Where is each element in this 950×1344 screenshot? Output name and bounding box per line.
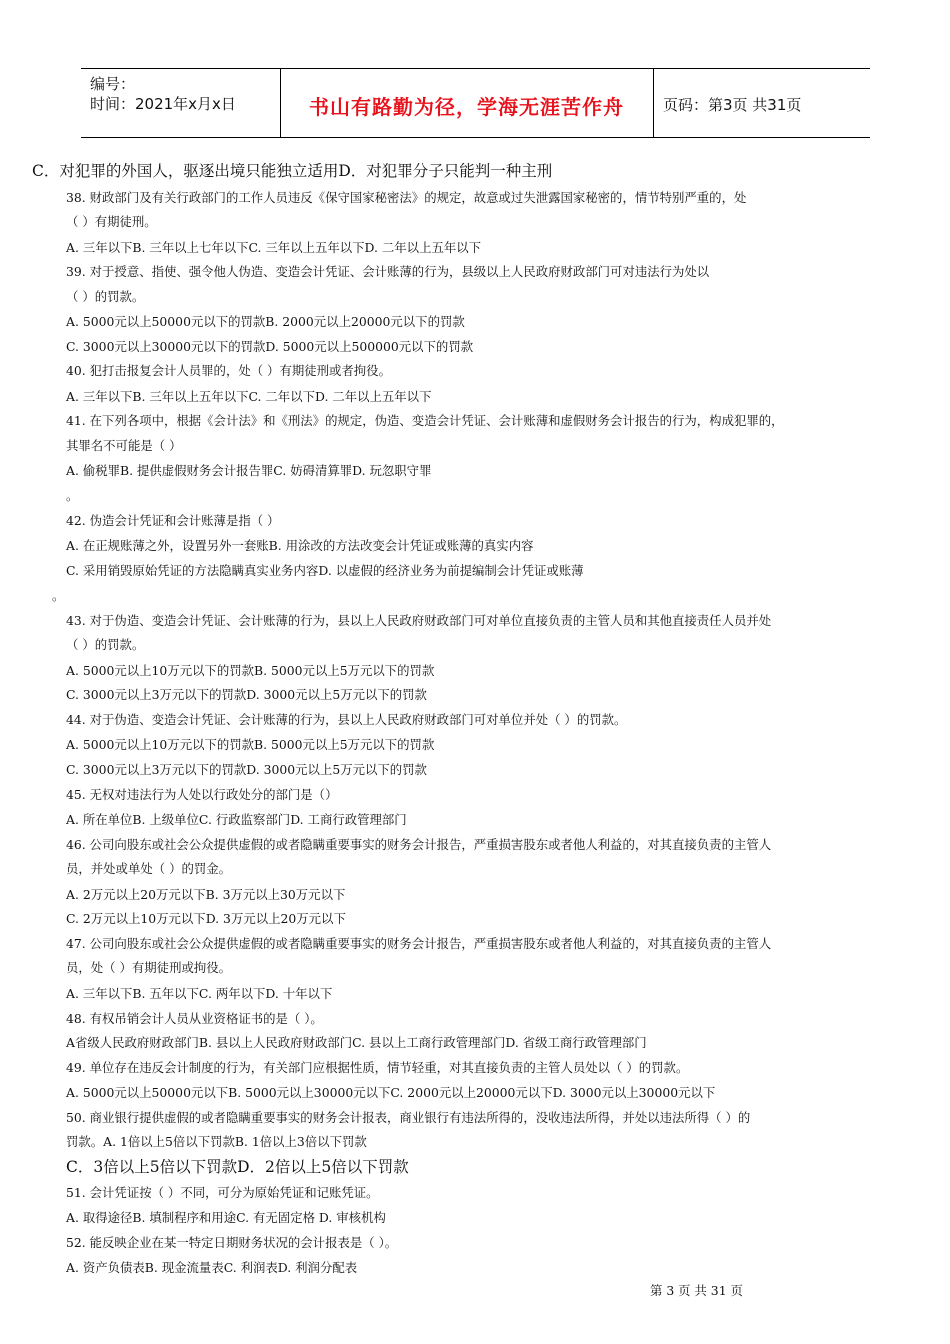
text-line: 42. 伪造会计凭证和会计账薄是指（ ）	[66, 513, 280, 528]
text-line: 。	[66, 488, 79, 503]
text-line: C．3倍以上5倍以下罚款D．2倍以上5倍以下罚款	[66, 1158, 409, 1176]
text-line: 46. 公司向股东或社会公众提供虚假的或者隐瞒重要事实的财务会计报告，严重损害股东或者他人利益的，对其直接负责的主管人	[66, 837, 772, 852]
header-center-cell	[280, 69, 654, 137]
text-line: 员，处（ ）有期徒刑或拘役。	[66, 960, 232, 975]
header-table	[81, 68, 870, 138]
text-line: （ ）的罚款。	[66, 637, 145, 652]
text-line: 45. 无权对违法行为人处以行政处分的部门是（）	[66, 787, 338, 802]
text-line: 39. 对于授意、指使、强令他人伪造、变造会计凭证、会计账薄的行为，县级以上人民政府财政部门可对违法行为处以	[66, 264, 710, 279]
text-line: C. 3000元以上3万元以下的罚款D. 3000元以上5万元以下的罚款	[66, 762, 427, 777]
text-line: 41. 在下列各项中，根据《会计法》和《刑法》的规定，伪造、变造会计凭证、会计账薄和虚假财务会计报告的行为，构成犯罪的，	[66, 413, 784, 428]
text-line: A省级人民政府财政部门B. 县以上人民政府财政部门C. 县以上工商行政管理部门D. 省级工商行政管理部门	[66, 1035, 647, 1050]
motto-text: 书山有路勤为径，学海无涯苦作舟	[309, 95, 624, 119]
text-line: C．对犯罪的外国人，驱逐出境只能独立适用D．对犯罪分子只能判一种主刑	[32, 162, 553, 180]
text-line: A. 取得途径B. 填制程序和用途C. 有无固定格 D. 审核机构	[66, 1210, 386, 1225]
text-line: （ ）的罚款。	[66, 289, 145, 304]
text-line: 40. 犯打击报复会计人员罪的，处（ ）有期徒刑或者拘役。	[66, 363, 391, 378]
text-line: C. 采用销毁原始凭证的方法隐瞒真实业务内容D. 以虚假的经济业务为前提编制会计凭证或账薄	[66, 563, 584, 578]
text-line: 51. 会计凭证按（ ）不同，可分为原始凭证和记账凭证。	[66, 1185, 379, 1200]
text-line: 。	[52, 588, 65, 603]
text-line: A. 偷税罪B. 提供虚假财务会计报告罪C. 妨碍清算罪D. 玩忽职守罪	[66, 463, 432, 478]
text-line: （ ）有期徒刑。	[66, 214, 157, 229]
text-line: A. 5000元以上10万元以下的罚款B. 5000元以上5万元以下的罚款	[66, 663, 435, 678]
text-line: A. 三年以下B. 三年以上七年以下C. 三年以上五年以下D. 二年以上五年以下	[66, 240, 482, 255]
text-line: A. 在正规账薄之外，设置另外一套账B. 用涂改的方法改变会计凭证或账薄的真实内容	[66, 538, 534, 553]
text-line: A. 5000元以上50000元以下的罚款B. 2000元以上20000元以下的罚款	[66, 314, 465, 329]
text-line: 49. 单位存在违反会计制度的行为，有关部门应根据性质，情节轻重，对其直接负责的主管人员处以（ ）的罚款。	[66, 1060, 689, 1075]
text-line: 47. 公司向股东或社会公众提供虚假的或者隐瞒重要事实的财务会计报告，严重损害股东或者他人利益的，对其直接负责的主管人	[66, 936, 772, 951]
text-line: A. 三年以下B. 五年以下C. 两年以下D. 十年以下	[66, 986, 333, 1001]
text-line: A. 资产负债表B. 现金流量表C. 利润表D. 利润分配表	[66, 1260, 358, 1275]
text-line: C. 3000元以上3万元以下的罚款D. 3000元以上5万元以下的罚款	[66, 687, 427, 702]
text-line: 50. 商业银行提供虚假的或者隐瞒重要事实的财务会计报表，商业银行有违法所得的，没收违法所得，并处以违法所得（ ）的	[66, 1110, 751, 1125]
text-line: A. 所在单位B. 上级单位C. 行政监察部门D. 工商行政管理部门	[66, 812, 407, 827]
text-line: C. 2万元以上10万元以下D. 3万元以上20万元以下	[66, 911, 346, 926]
text-line: A. 5000元以上10万元以下的罚款B. 5000元以上5万元以下的罚款	[66, 737, 435, 752]
header-left-cell	[81, 69, 281, 137]
text-line: 38. 财政部门及有关行政部门的工作人员违反《保守国家秘密法》的规定，故意或过失泄露国家秘密的，情节特别严重的，处	[66, 190, 747, 205]
page-code-label: 页码：第3页 共31页	[663, 96, 802, 114]
page-footer: 第 3 页 共 31 页	[650, 1283, 743, 1298]
text-line: 48. 有权吊销会计人员从业资格证书的是（ ）。	[66, 1011, 323, 1026]
text-line: A. 三年以下B. 三年以上五年以下C. 二年以下D. 二年以上五年以下	[66, 389, 432, 404]
text-line: 44. 对于伪造、变造会计凭证、会计账薄的行为，县以上人民政府财政部门可对单位并处（ ）的罚款。	[66, 712, 627, 727]
text-line: A. 5000元以上50000元以下B. 5000元以上30000元以下C. 2000元以上20000元以下D. 3000元以上30000元以下	[66, 1085, 716, 1100]
text-line: 43. 对于伪造、变造会计凭证、会计账薄的行为，县以上人民政府财政部门可对单位直接负责的主管人员和其他直接责任人员并处	[66, 613, 772, 628]
text-line: 员，并处或单处（ ）的罚金。	[66, 861, 232, 876]
document-time-label: 时间：2021年x月x日	[90, 95, 236, 113]
text-line: 52. 能反映企业在某一特定日期财务状况的会计报表是（ ）。	[66, 1235, 398, 1250]
text-line: C. 3000元以上30000元以下的罚款D. 5000元以上500000元以下的罚款	[66, 339, 474, 354]
header-right-cell	[653, 69, 870, 137]
text-line: 其罪名不可能是（ ）	[66, 438, 182, 453]
text-line: A. 2万元以上20万元以下B. 3万元以上30万元以下	[66, 887, 346, 902]
document-code-label: 编号：	[90, 75, 136, 93]
text-line: 罚款。A. 1倍以上5倍以下罚款B. 1倍以上3倍以下罚款	[66, 1134, 367, 1149]
